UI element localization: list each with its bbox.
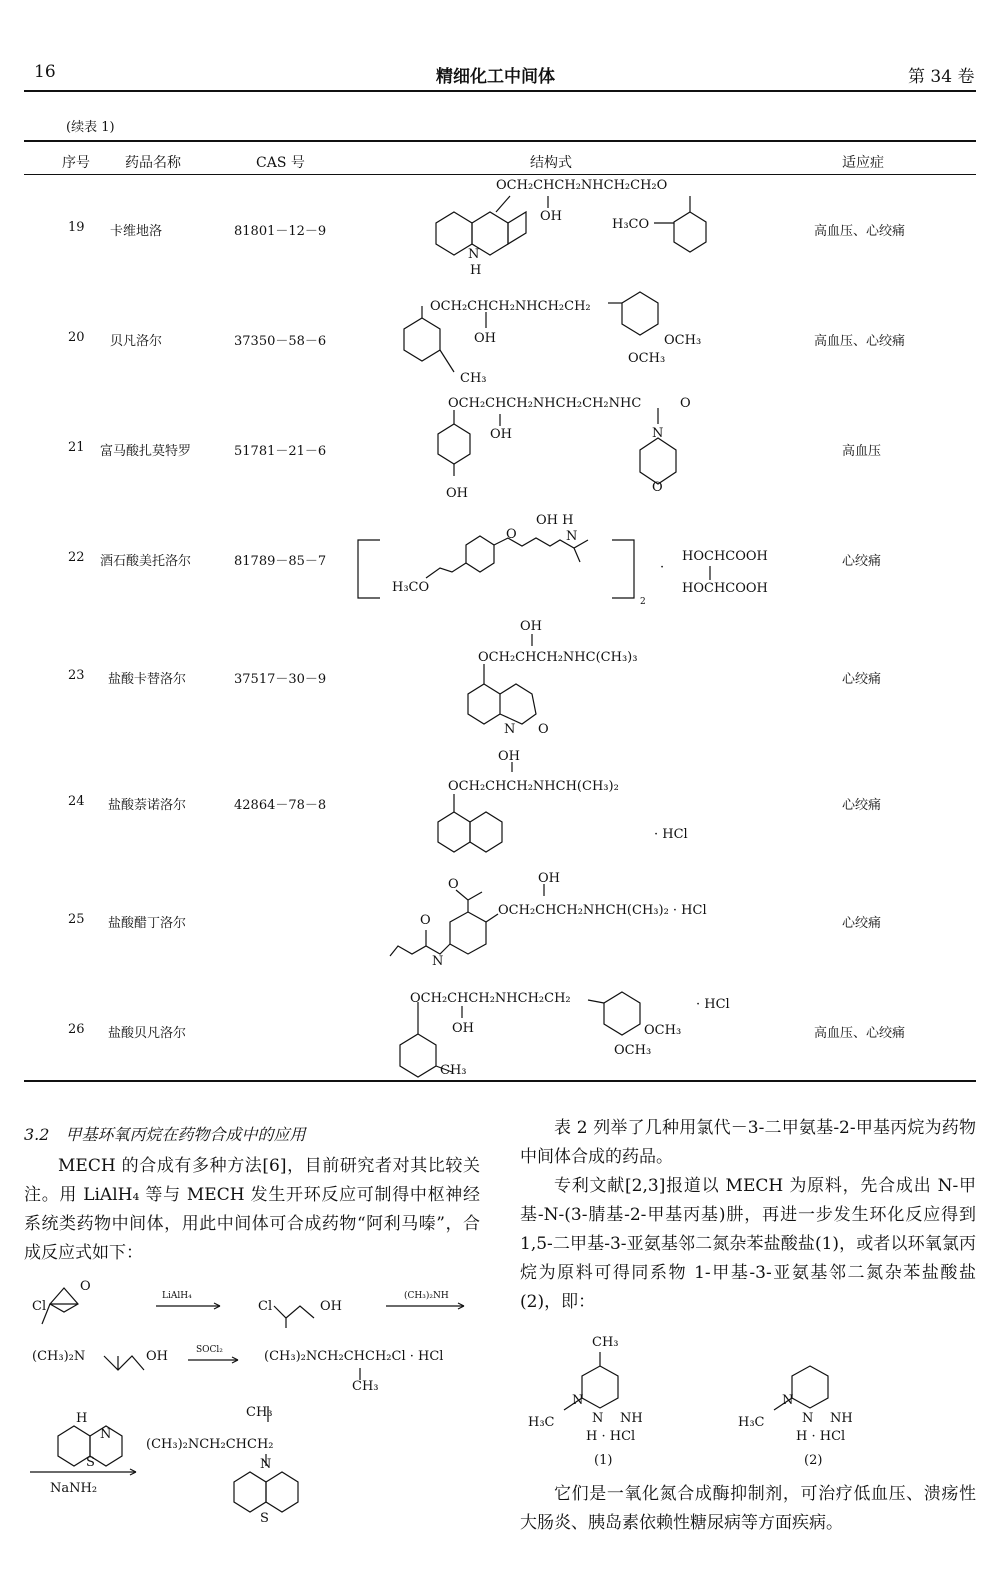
row-cas: 37517－30－9 [234, 672, 327, 687]
scheme-amine: (CH₃)₂N [32, 1349, 86, 1364]
scheme-n2: N [260, 1457, 272, 1472]
c1-label: (1) [594, 1453, 613, 1468]
row-indication: 心绞痛 [842, 554, 882, 569]
row-no: 22 [68, 550, 85, 565]
row-indication: 高血压、心绞痛 [814, 1026, 906, 1041]
scheme-s2: S [260, 1511, 269, 1526]
structure-23 [468, 619, 637, 737]
row-cas: 51781－21－6 [234, 444, 327, 459]
r22-dot: · [660, 560, 665, 575]
scheme-reagent3: SOCl₂ [196, 1345, 223, 1355]
r26-ch3: CH₃ [440, 1063, 467, 1078]
r23-oh: OH [520, 619, 542, 634]
r20-ome1: OCH₃ [664, 333, 702, 348]
c2-hcl: H · HCl [796, 1429, 846, 1444]
row-indication: 心绞痛 [842, 916, 882, 931]
col-header-cas: CAS 号 [256, 155, 305, 171]
r25-amide-o: O [420, 913, 431, 928]
r20-ome2: OCH₃ [628, 351, 666, 366]
r21-n: N [652, 426, 664, 441]
row-cas: 81801－12－9 [234, 224, 327, 239]
left-paragraph [24, 1152, 480, 1268]
row-no: 25 [68, 912, 85, 927]
r23-n: N [504, 722, 516, 737]
r26-oh: OH [452, 1021, 474, 1036]
r22-oh-h: OH H [536, 513, 574, 528]
r23-chain: OCH₂CHCH₂NHC(CH₃)₃ [478, 650, 638, 665]
scheme-final-chain: (CH₃)₂NCH₂CHCH₂ [146, 1437, 274, 1452]
r25-chain: OCH₂CHCH₂NHCH(CH₃)₂ · HCl [498, 903, 707, 918]
row-indication: 高血压 [842, 444, 882, 459]
scheme-oh3: OH [146, 1349, 168, 1364]
c2-n1: N [782, 1393, 794, 1408]
section-heading: 3.2 甲基环氧丙烷在药物合成中的应用 [24, 1125, 306, 1144]
scheme-final-ch3: CH₃ [246, 1405, 273, 1420]
row-no: 20 [68, 330, 85, 345]
scheme-reagent1: LiAlH₄ [162, 1291, 192, 1301]
c1-h3c: H₃C [528, 1415, 555, 1430]
r19-methoxy: H₃CO [612, 217, 650, 232]
r26-ome2: OCH₃ [614, 1043, 652, 1058]
r20-oh: OH [474, 331, 496, 346]
scheme-cl1: Cl [32, 1299, 47, 1314]
journal-title: 精细化工中间体 [436, 67, 555, 87]
structure-19 [436, 178, 706, 278]
col-header-structure: 结构式 [530, 155, 572, 171]
row-drug-name: 盐酸醋丁洛尔 [108, 916, 187, 931]
scheme-product: (CH₃)₂NCH₂CHCH₂Cl · HCl [264, 1349, 444, 1364]
scheme-h: H [76, 1411, 88, 1426]
col-header-no: 序号 [62, 155, 90, 171]
r22-n: N [566, 529, 578, 544]
r22-tartrate-1: HOCHCOOH [682, 549, 768, 564]
c1-nh: NH [620, 1411, 643, 1426]
r25-ketone-o: O [448, 877, 459, 892]
r21-oh-bottom: OH [446, 486, 468, 501]
row-drug-name: 卡维地洛 [110, 224, 163, 239]
r19-h: H [470, 263, 482, 278]
row-no: 21 [68, 440, 85, 455]
scheme-cl2: Cl [258, 1299, 273, 1314]
scheme-reagent2: (CH₃)₂NH [404, 1291, 449, 1301]
structure-20 [404, 292, 701, 386]
scheme-oh2: OH [320, 1299, 342, 1314]
row-cas: 81789－85－7 [234, 554, 327, 569]
c2-n2: N [802, 1411, 814, 1426]
row-drug-name: 酒石酸美托洛尔 [100, 554, 192, 569]
right-column [520, 1114, 976, 1317]
c2-label: (2) [804, 1453, 823, 1468]
row-indication: 高血压、心绞痛 [814, 224, 906, 239]
row-cas: 42864－78－8 [234, 798, 327, 813]
r19-chain: OCH₂CHCH₂NHCH₂CH₂O [496, 178, 668, 193]
r26-chain: OCH₂CHCH₂NHCH₂CH₂ [410, 991, 571, 1006]
r22-methoxy: H₃CO [392, 580, 430, 595]
r25-oh: OH [538, 871, 560, 886]
row-indication: 心绞痛 [842, 798, 882, 813]
r25-n: N [432, 954, 444, 969]
row-drug-name: 盐酸卡替洛尔 [108, 672, 187, 687]
r24-oh: OH [498, 749, 520, 764]
right-paragraph-2: 专利文献[2,3]报道以 MECH 为原料，先合成出 N-甲基-N-(3-腈基-2-甲基丙基)肼，再进一步发生环化反应得到 1,5-二甲基-3-亚氨基邻二氮杂苯盐酸盐(1)，或者以环氧氯丙烷为原料可得同系物 1-甲基-3-亚氨基邻二氮杂苯盐酸盐(2)，即： [520, 1176, 976, 1312]
scheme-o1: O [80, 1279, 91, 1294]
scheme-reagent4: NaNH₂ [50, 1481, 98, 1496]
row-drug-name: 富马酸扎莫特罗 [100, 444, 192, 459]
c2-nh: NH [830, 1411, 853, 1426]
c2-h3c: H₃C [738, 1415, 765, 1430]
row-drug-name: 贝凡洛尔 [110, 334, 163, 349]
row-drug-name: 盐酸萘诺洛尔 [108, 798, 187, 813]
synthesis-scheme [20, 1276, 490, 1566]
scheme-s1: S [86, 1455, 95, 1470]
r20-ch3: CH₃ [460, 371, 487, 386]
scheme-ch3: CH₃ [352, 1379, 379, 1394]
structure-21 [438, 396, 691, 501]
c1-n2: N [592, 1411, 604, 1426]
r22-tartrate-2: HOCHCOOH [682, 581, 768, 596]
r26-ome1: OCH₃ [644, 1023, 682, 1038]
right-column-end [520, 1480, 976, 1538]
right-paragraph-1: 表 2 列举了几种用氯代－3-二甲氨基-2-甲基丙烷为药物中间体合成的药品。 [520, 1118, 976, 1167]
row-no: 26 [68, 1022, 85, 1037]
scheme-n1: N [100, 1427, 112, 1442]
r23-o: O [538, 722, 549, 737]
structure-24 [438, 749, 688, 852]
row-cas: 37350－58－6 [234, 334, 327, 349]
c1-n1: N [572, 1393, 584, 1408]
row-no: 24 [68, 794, 85, 809]
r21-chain: OCH₂CHCH₂NHCH₂CH₂NHC [448, 396, 642, 411]
structure-22 [358, 513, 768, 607]
r24-hcl: · HCl [654, 827, 688, 842]
r22-subscript: 2 [640, 597, 646, 607]
table-bottom-rule [24, 1080, 976, 1082]
r22-ether-o: O [506, 527, 517, 542]
row-no: 23 [68, 668, 85, 683]
col-header-indication: 适应症 [842, 155, 884, 171]
table-continued-label: (续表 1) [66, 120, 115, 135]
left-paragraph-text: MECH 的合成有多种方法[6]，目前研究者对其比较关注。用 LiAlH₄ 等与 MECH 发生开环反应可制得中枢神经系统类药物中间体，用此中间体可合成药物“阿利马嗪”，合成反应式如下： [24, 1156, 480, 1263]
r21-ring-o: O [652, 480, 663, 495]
r21-oh: OH [490, 427, 512, 442]
compound-structures [520, 1326, 976, 1474]
r19-n: N [468, 247, 480, 262]
r26-hcl: · HCl [696, 997, 730, 1012]
page-number: 16 [34, 62, 56, 82]
r21-carbonyl-o: O [680, 396, 691, 411]
row-drug-name: 盐酸贝凡洛尔 [108, 1026, 187, 1041]
col-header-name: 药品名称 [125, 155, 181, 171]
volume-label: 第 34 卷 [908, 67, 975, 87]
r20-chain: OCH₂CHCH₂NHCH₂CH₂ [430, 299, 591, 314]
row-no: 19 [68, 220, 85, 235]
c1-hcl: H · HCl [586, 1429, 636, 1444]
r19-oh: OH [540, 209, 562, 224]
structure-25 [390, 871, 707, 969]
r24-chain: OCH₂CHCH₂NHCH(CH₃)₂ [448, 779, 619, 794]
row-indication: 心绞痛 [842, 672, 882, 687]
c1-ch3: CH₃ [592, 1335, 619, 1350]
row-indication: 高血压、心绞痛 [814, 334, 906, 349]
right-paragraph-3: 它们是一氧化氮合成酶抑制剂，可治疗低血压、溃疡性大肠炎、胰岛素依赖性糖尿病等方面疾病。 [520, 1484, 976, 1533]
structure-26 [400, 991, 730, 1078]
